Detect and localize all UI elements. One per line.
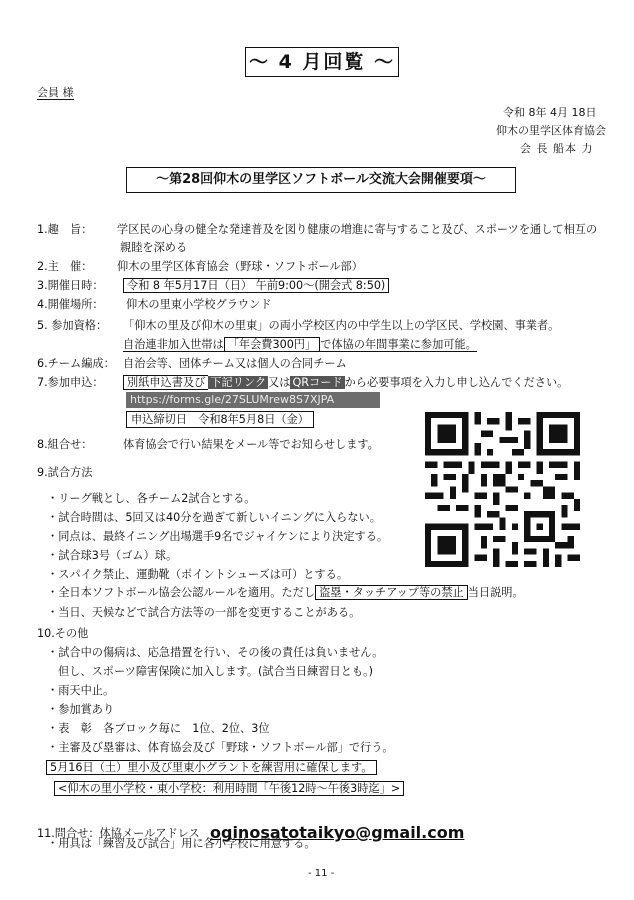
rule-item: ・当日、天候などで試合方法等の一部を変更することがある。 bbox=[47, 606, 361, 619]
section-text: 「仰木の里及び仰木の里東」の両小学校区内の中学生以上の学区民、学校園、事業者。 bbox=[123, 319, 560, 332]
section-matchups bbox=[37, 437, 379, 452]
section-label: 2.主 催： bbox=[37, 260, 93, 273]
other-item: ・用具は「練習及び試合」用に各小学校に用意する。 bbox=[47, 837, 316, 850]
event-datetime: 令和 8 年5月17日（日） 午前9:00～(開会式 8:50) bbox=[123, 278, 389, 293]
other-item: ・雨天中止。 bbox=[47, 684, 115, 697]
rule-text: ・全日本ソフトボール協会公認ルールを適用。ただし bbox=[47, 586, 316, 599]
page-number: - 11 - bbox=[308, 868, 335, 879]
other-item: ・参加賞あり bbox=[47, 703, 115, 716]
rule-item: ・試合時間は、5回又は40分を過ぎて新しいイニングに入らない。 bbox=[47, 511, 381, 524]
section-venue bbox=[37, 297, 271, 312]
section-rules-label: 9.試合方法 bbox=[37, 466, 93, 479]
president: 会 長 船本 力 bbox=[520, 142, 594, 155]
section-label: 6.チーム編成： bbox=[37, 357, 115, 370]
prohibited-plays: 盗塁・タッチアップ等の禁止 bbox=[315, 585, 468, 600]
section-organizer bbox=[37, 259, 363, 274]
practice-ground bbox=[46, 760, 377, 775]
application-url[interactable]: https://forms.gle/27SLUMrew8S7XJPA bbox=[126, 392, 380, 408]
section-text: 仰木の里学区体育協会（野球・ソフトボール部） bbox=[117, 260, 363, 273]
section-purpose bbox=[37, 222, 597, 237]
section-label: 8.組合せ： bbox=[37, 438, 93, 451]
section-label: 7.参加申込： bbox=[37, 376, 104, 389]
rule-text: 当日説明。 bbox=[467, 586, 524, 599]
note-text: で体協の年間事業に参加可能。 bbox=[320, 338, 477, 351]
section-contact-label: 11.問合せ：体協メールアドレス bbox=[37, 827, 200, 840]
other-item: 但し、スポーツ障害保険に加入します。(試合当日練習日とも。) bbox=[58, 665, 374, 678]
annual-fee: 「年会費300円」 bbox=[224, 337, 320, 352]
rule-item: ・スパイク禁止、運動靴（ポイントシューズは可）とする。 bbox=[47, 568, 349, 581]
rule-item: ・リーグ戦とし、各チーム2試合とする。 bbox=[47, 492, 256, 505]
qr-code-icon[interactable] bbox=[425, 412, 580, 567]
rule-item: ・試合球3号（ゴム）球。 bbox=[47, 549, 178, 562]
section-text: 学区民の心身の健全な発達普及を図り健康の増進に寄与すること及び、スポーツを通して相互の bbox=[117, 223, 598, 236]
section-eligibility bbox=[37, 318, 559, 333]
other-item: ・試合中の傷病は、応急措置を行い、その後の責任は負いません。 bbox=[47, 646, 384, 659]
section-text: 体育協会で行い結果をメール等でお知らせします。 bbox=[123, 438, 379, 451]
section-label: 5. 参加資格： bbox=[37, 319, 108, 332]
section-application bbox=[37, 375, 568, 390]
section-teams bbox=[37, 356, 347, 371]
section-label: 4.開催場所： bbox=[37, 298, 104, 311]
section-text: 仰木の里東小学校グラウンド bbox=[126, 298, 272, 311]
organization: 仰木の里学区体育協会 bbox=[496, 124, 606, 137]
eligibility-note bbox=[123, 337, 477, 352]
practice-ground-text: 5月16日（土）里小及び里東小グラントを練習用に確保します。 bbox=[46, 760, 377, 775]
section-text: 自治会等、団体チーム又は個人の合同チーム bbox=[123, 357, 347, 370]
contact-email[interactable]: oginosatotaikyo@gmail.com bbox=[210, 823, 465, 842]
section-purpose-cont: 親睦を深める bbox=[120, 241, 188, 254]
document-title: ～第28回仰木の里学区ソフトボール交流大会開催要項～ bbox=[126, 167, 516, 193]
rule-item-official bbox=[47, 585, 524, 600]
issue-date: 令和 8年 4月 18日 bbox=[503, 106, 597, 119]
app-text: 又は bbox=[268, 376, 291, 389]
usage-hours bbox=[54, 781, 404, 796]
application-deadline: 申込締切日 令和8年5月8日（金） bbox=[126, 411, 314, 428]
qr-highlight: QRコード bbox=[292, 376, 343, 389]
circular-title: ～ 4 月回覧 ～ bbox=[245, 47, 399, 77]
link-highlight: 下記リンク bbox=[210, 376, 267, 389]
usage-hours-text: <仰木の里小学校・東小学校：利用時間「午後12時～午後3時迄」> bbox=[54, 781, 404, 796]
rule-item: ・同点は、最終イニング出場選手9名でジャイケンにより決定する。 bbox=[47, 530, 389, 543]
section-label: 1.趣 旨： bbox=[37, 223, 93, 236]
app-text: から必要事項を入力し申し込んでください。 bbox=[344, 376, 569, 389]
section-label: 3.開催日時： bbox=[37, 279, 104, 292]
other-item: ・主審及び塁審は、体育協会及び「野球・ソフトボール部」で行う。 bbox=[47, 741, 394, 754]
note-text: 自治連非加入世帯は bbox=[123, 338, 224, 351]
app-text: 別紙申込書及び bbox=[123, 375, 208, 390]
other-item: ・表 彰 各ブロック毎に 1位、2位、3位 bbox=[47, 722, 270, 735]
section-other-label: 10.その他 bbox=[37, 627, 89, 640]
greeting: 会員 様 bbox=[37, 86, 74, 99]
section-datetime bbox=[37, 278, 389, 293]
